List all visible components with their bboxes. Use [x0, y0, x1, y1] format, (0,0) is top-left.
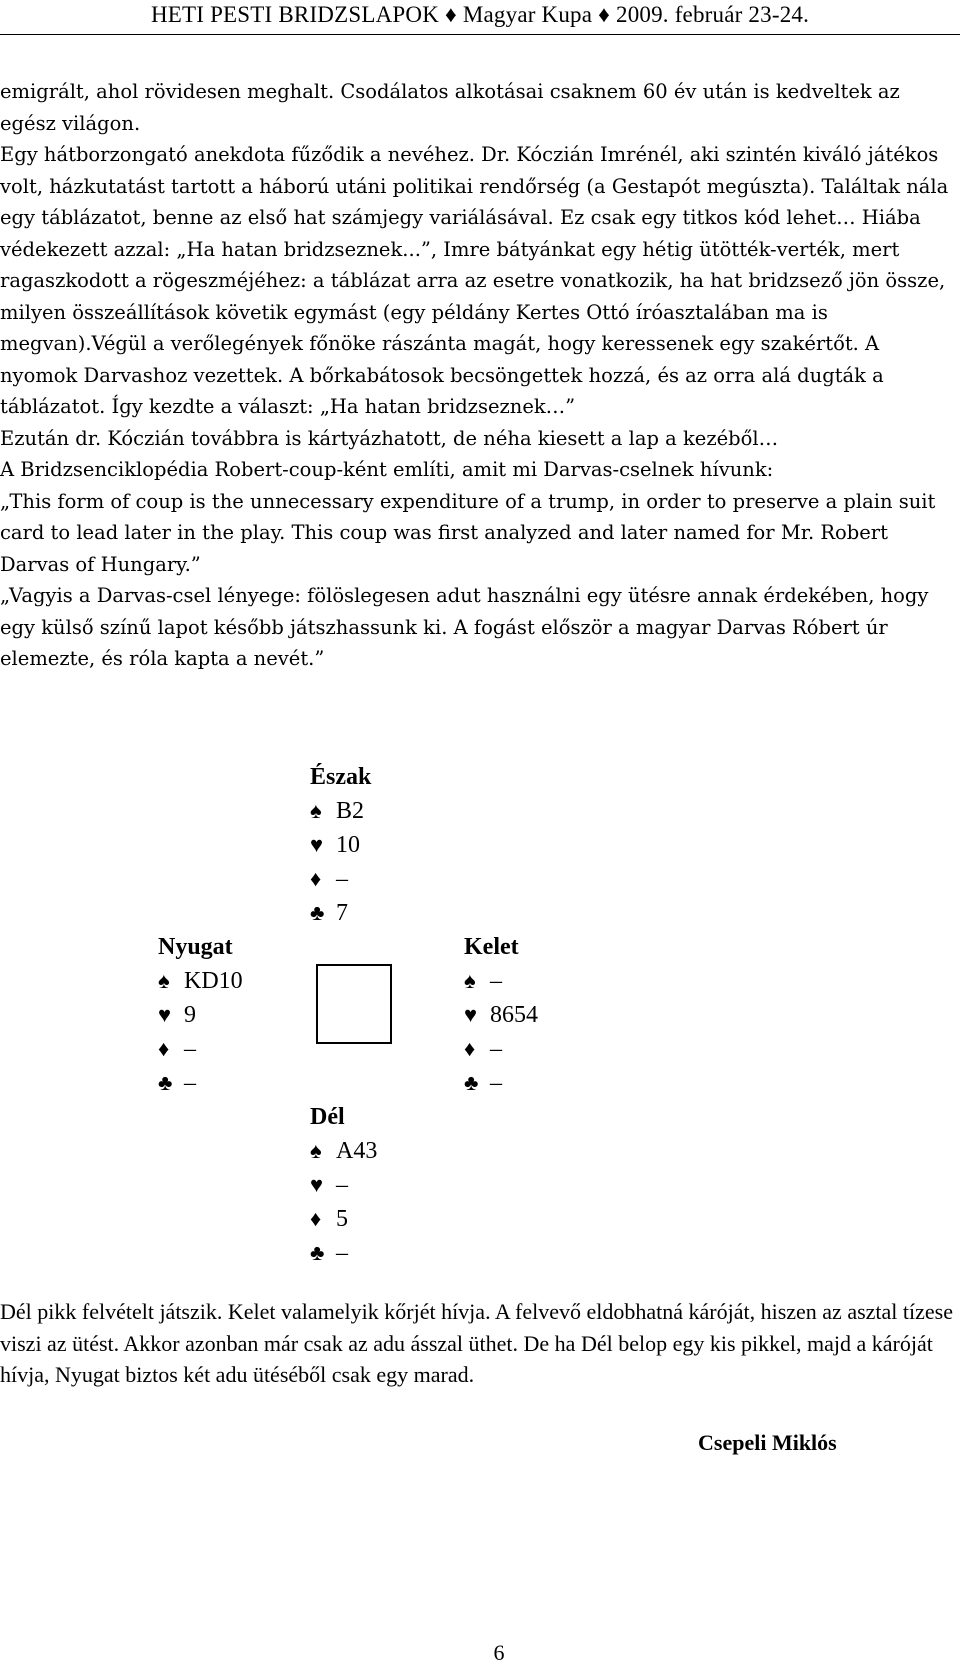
club-icon: ♣ — [310, 1240, 325, 1265]
article-body — [0, 76, 960, 675]
running-header: HETI PESTI BRIDZSLAPOK ♦ Magyar Kupa ♦ 2009. február 23-24. — [150, 2, 810, 27]
diamonds-row — [158, 1032, 243, 1066]
clubs-holding: – — [490, 1070, 502, 1096]
heart-icon: ♥ — [310, 832, 324, 857]
clubs-holding: – — [336, 1240, 348, 1266]
spades-holding: B2 — [336, 798, 365, 824]
clubs-holding: 7 — [336, 900, 348, 926]
hearts-row — [310, 1168, 377, 1202]
hearts-holding: 8654 — [490, 1002, 538, 1028]
spade-icon: ♠ — [310, 1138, 322, 1163]
hand-name: Kelet — [464, 934, 519, 960]
clubs-row — [310, 1236, 377, 1270]
spades-row — [310, 794, 371, 828]
hand-name: Dél — [310, 1104, 345, 1130]
diamond-icon: ♦ — [464, 1036, 476, 1061]
hand-west — [158, 930, 243, 1100]
hearts-row — [464, 998, 538, 1032]
table-square — [316, 964, 392, 1044]
quote-english: „This form of coup is the unnecessary expenditure of a trump, in order to preserve a plain suit card to lead later in the play. This coup was first analyzed and later named for Mr. Robert Darvas of Hungary.” — [0, 489, 936, 576]
author-signature: Csepeli Miklós — [698, 1430, 837, 1455]
bridge-deal-diagram — [0, 760, 960, 1266]
hand-north — [310, 760, 371, 930]
spades-row — [310, 1134, 377, 1168]
spades-holding: A43 — [336, 1138, 378, 1164]
quote-hungarian: „Vagyis a Darvas-csel lényege: fölöslegesen adut használni egy ütésre annak érdekében, hogy egy külső színű lapot később játszhassunk ki. A fogást először a magyar Darvas Róbert úr elemezte, és róla kapta a nevét.” — [0, 584, 929, 670]
clubs-row — [310, 896, 371, 930]
hearts-row — [310, 828, 371, 862]
deal-explanation — [0, 1296, 960, 1391]
hand-east — [464, 930, 538, 1100]
diamonds-holding: – — [490, 1036, 502, 1062]
club-icon: ♣ — [310, 900, 325, 925]
spade-icon: ♠ — [310, 798, 322, 823]
hearts-holding: 9 — [184, 1002, 196, 1028]
hearts-holding: 10 — [336, 832, 360, 858]
paragraph: Egy hátborzongató anekdota fűződik a nevéhez. Dr. Kóczián Imrénél, aki szintén kiváló játékos volt, házkutatást tartott a háború utáni politikai rendőrség (a Gestapót megúszta). Találtak nála egy táblázatot, benne az első hat számjegy variálásával. Ez csak egy titkos kód lehet… Hiába védekezett azzal: „Ha hatan bridzseznek...”, Imre bátyánkat egy hétig ütötték-verték, mert ragaszkodott a rögeszméjéhez: a táblázat arra az esetre vonatkozik, ha hat bridzsező jön össze, milyen összeállítások követik egymást (egy példány Kertes Ottó íróasztalában ma is megvan).Végül a verőlegények főnöke rászánta magát, hogy keressenek egy szakértőt. A nyomok Darvashoz vezettek. A bőrkabátosok becsöngettek hozzá, és az orra alá dugták a táblázatot. Így kezdte a választ: „Ha hatan bridzseznek…” — [0, 143, 949, 418]
heart-icon: ♥ — [158, 1002, 172, 1027]
paragraph: Dél pikk felvételt játszik. Kelet valamelyik kőrjét hívja. A felvevő eldobhatná káróját, hiszen az asztal tízese viszi az ütést. Akkor azonban már csak az adu ásszal üthet. De ha Dél belop egy kis pikkel, majd a káróját hívja, Nyugat biztos két adu ütéséből csak egy marad. — [0, 1299, 953, 1387]
hand-name: Észak — [310, 764, 372, 790]
heart-icon: ♥ — [310, 1172, 324, 1197]
spade-icon: ♠ — [464, 968, 476, 993]
heart-icon: ♥ — [464, 1002, 478, 1027]
diamonds-holding: – — [184, 1036, 196, 1062]
hand-name: Nyugat — [158, 934, 233, 960]
page-number: 6 — [493, 1640, 505, 1665]
diamond-icon: ♦ — [310, 866, 322, 891]
club-icon: ♣ — [158, 1070, 173, 1095]
diamonds-row — [310, 862, 371, 896]
club-icon: ♣ — [464, 1070, 479, 1095]
spades-holding: KD10 — [184, 968, 243, 994]
diamonds-row — [310, 1202, 377, 1236]
clubs-row — [158, 1066, 243, 1100]
paragraph: A Bridzsenciklopédia Robert-coup-ként említi, amit mi Darvas-cselnek hívunk: — [0, 458, 774, 481]
diamonds-row — [464, 1032, 538, 1066]
diamond-icon: ♦ — [158, 1036, 170, 1061]
header-divider — [0, 34, 960, 35]
hearts-holding: – — [336, 1172, 348, 1198]
spades-row — [158, 964, 243, 998]
hearts-row — [158, 998, 243, 1032]
diamonds-holding: 5 — [336, 1206, 348, 1232]
spades-holding: – — [490, 968, 502, 994]
spade-icon: ♠ — [158, 968, 170, 993]
paragraph: emigrált, ahol rövidesen meghalt. Csodálatos alkotásai csaknem 60 év után is kedveltek az egész világon. — [0, 80, 900, 135]
hand-south — [310, 1100, 377, 1270]
paragraph: Ezután dr. Kóczián továbbra is kártyázhatott, de néha kiesett a lap a kezéből… — [0, 426, 779, 450]
clubs-holding: – — [184, 1070, 196, 1096]
spades-row — [464, 964, 538, 998]
clubs-row — [464, 1066, 538, 1100]
diamond-icon: ♦ — [310, 1206, 322, 1231]
diamonds-holding: – — [336, 866, 348, 892]
